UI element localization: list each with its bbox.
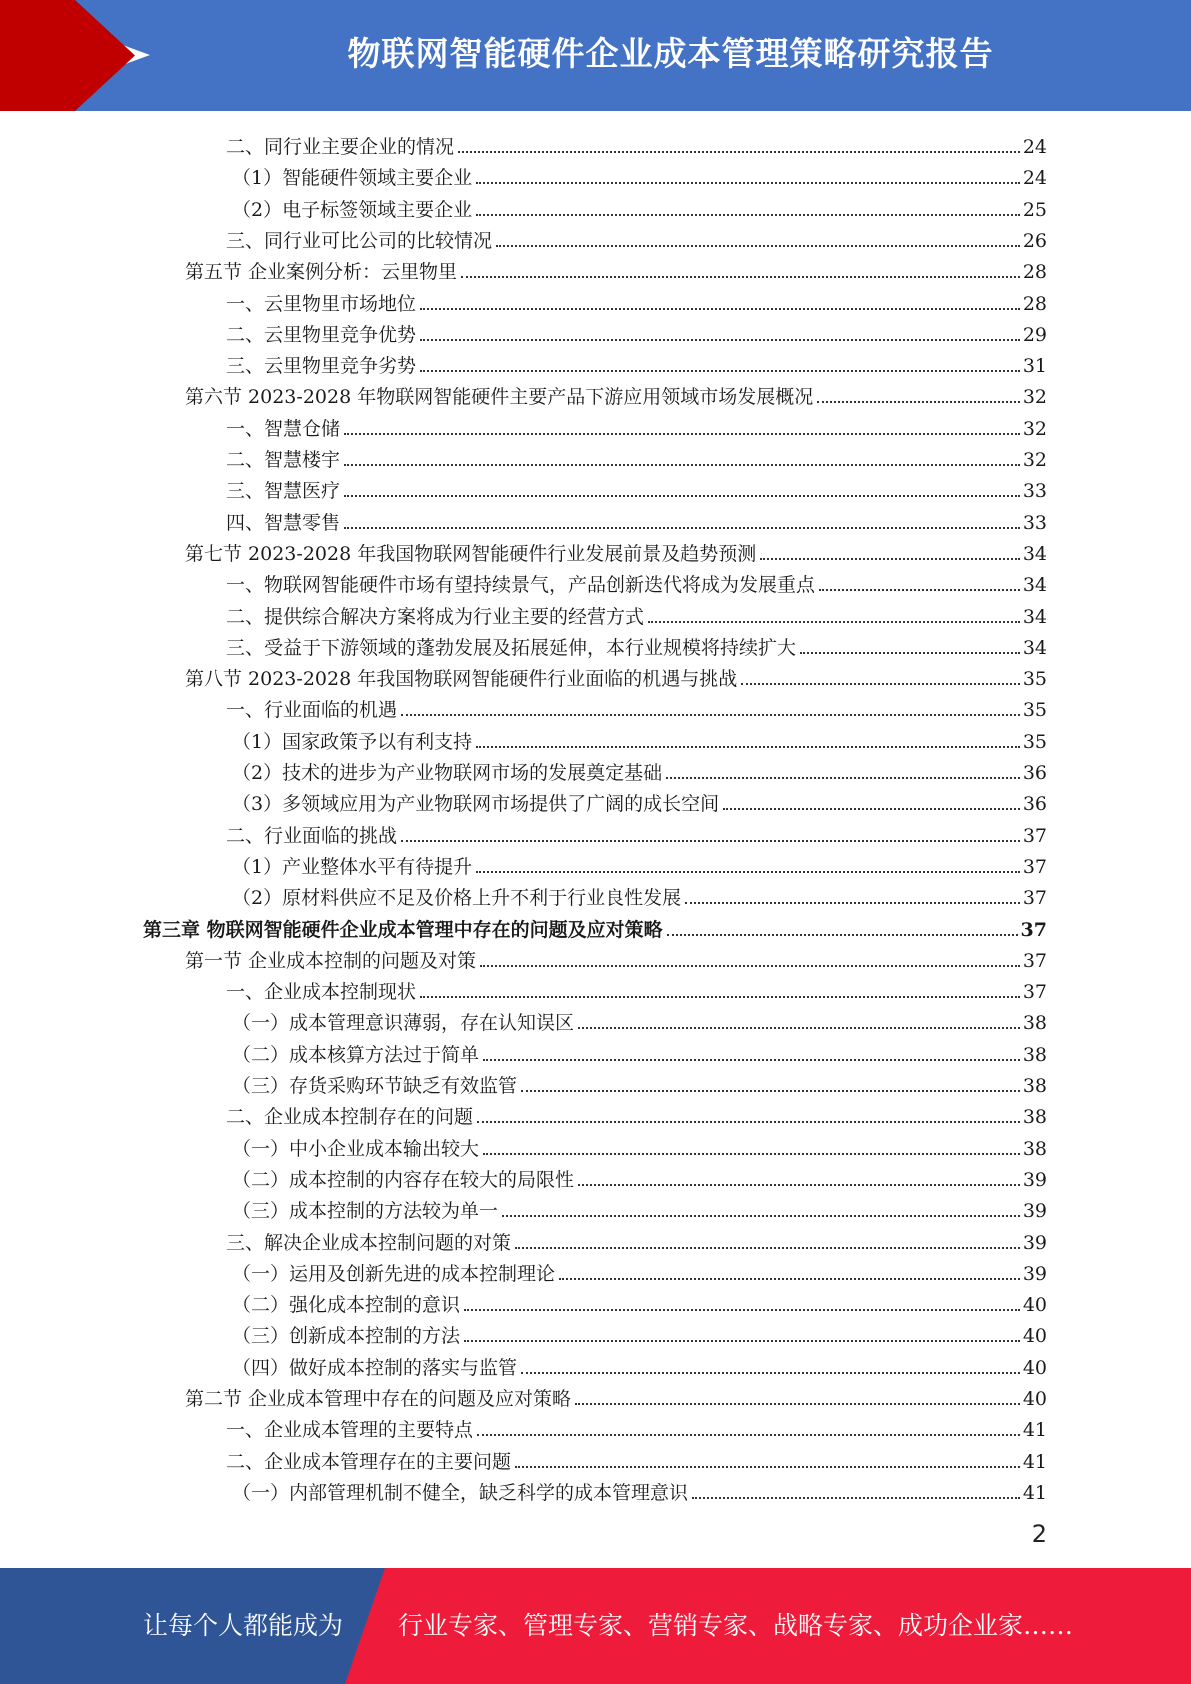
toc-entry-label: 三、云里物里竞争劣势	[226, 355, 417, 378]
toc-dot-leader	[483, 1153, 1020, 1155]
toc-entry-page: 24	[1022, 136, 1047, 158]
toc-entry[interactable]	[232, 1473, 1047, 1504]
toc-dot-leader	[420, 339, 1020, 341]
toc-dot-leader	[480, 965, 1020, 967]
toc-entry-label: 三、解决企业成本控制问题的对策	[226, 1231, 512, 1254]
toc-entry[interactable]	[226, 127, 1047, 158]
toc-entry[interactable]	[185, 252, 1047, 283]
toc-entry[interactable]	[232, 1003, 1047, 1034]
toc-entry-label: 第三章 物联网智能硬件企业成本管理中存在的问题及应对策略	[143, 918, 663, 941]
toc-entry-label: （一）成本管理意识薄弱，存在认知误区	[232, 1012, 575, 1035]
toc-entry-page: 39	[1022, 1200, 1047, 1223]
toc-entry-label: 一、行业面临的机遇	[226, 699, 398, 722]
toc-entry-page: 36	[1022, 762, 1047, 784]
toc-entry-label: （2）电子标签领域主要企业	[232, 198, 473, 221]
toc-entry-page: 37	[1020, 918, 1047, 941]
toc-entry-label: （3）多领域应用为产业物联网市场提供了广阔的成长空间	[232, 793, 720, 816]
toc-dot-leader	[559, 1278, 1020, 1280]
toc-entry[interactable]	[185, 659, 1047, 690]
toc-entry-label: 二、提供综合解决方案将成为行业主要的经营方式	[226, 605, 645, 628]
toc-entry-page: 40	[1022, 1325, 1047, 1348]
toc-entry[interactable]	[232, 722, 1047, 753]
toc-dot-leader	[344, 495, 1020, 497]
toc-entry-label: （一）中小企业成本输出较大	[232, 1137, 480, 1160]
toc-entry-label: 第八节 2023-2028 年我国物联网智能硬件行业面临的机遇与挑战	[185, 668, 738, 691]
toc-entry-page: 25	[1022, 198, 1047, 221]
toc-entry-label: （二）强化成本控制的意识	[232, 1294, 461, 1317]
toc-dot-leader	[685, 902, 1020, 904]
toc-dot-leader	[401, 840, 1020, 842]
toc-entry-label: 二、同行业主要企业的情况	[226, 136, 455, 158]
toc-dot-leader	[344, 527, 1020, 529]
toc-entry[interactable]	[232, 1348, 1047, 1379]
toc-entry-page: 37	[1022, 855, 1047, 878]
toc-dot-leader	[476, 214, 1020, 216]
toc-entry-page: 29	[1022, 323, 1047, 346]
toc-entry[interactable]	[226, 409, 1047, 440]
toc-entry-page: 39	[1022, 1262, 1047, 1285]
toc-dot-leader	[521, 1090, 1020, 1092]
toc-dot-leader	[502, 1215, 1020, 1217]
toc-dot-leader	[464, 1309, 1020, 1311]
toc-entry-page: 41	[1022, 1481, 1047, 1504]
toc-entry-page: 38	[1022, 1043, 1047, 1066]
toc-entry-label: （2）技术的进步为产业物联网市场的发展奠定基础	[232, 762, 663, 784]
toc-entry-page: 41	[1022, 1450, 1047, 1473]
toc-entry-label: 第二节 企业成本管理中存在的问题及应对策略	[185, 1388, 572, 1410]
toc-entry-page: 35	[1022, 699, 1047, 722]
toc-dot-leader	[575, 1403, 1020, 1405]
toc-entry[interactable]	[226, 597, 1047, 628]
toc-entry[interactable]	[226, 565, 1047, 596]
toc-entry-label: 一、企业成本管理的主要特点	[226, 1419, 474, 1442]
toc-entry-page: 34	[1022, 636, 1047, 659]
toc-dot-leader	[667, 934, 1018, 936]
toc-entry-page: 32	[1022, 386, 1047, 409]
toc-entry-page: 26	[1022, 229, 1047, 252]
toc-dot-leader	[458, 151, 1020, 153]
toc-dot-leader	[723, 808, 1020, 810]
toc-dot-leader	[476, 182, 1020, 184]
toc-entry-page: 39	[1022, 1168, 1047, 1191]
toc-entry-page: 35	[1022, 668, 1047, 691]
toc-dot-leader	[817, 401, 1020, 403]
toc-entry-label: 二、企业成本控制存在的问题	[226, 1106, 474, 1129]
toc-entry-label: （一）运用及创新先进的成本控制理论	[232, 1262, 556, 1285]
footer-slogan-left: 让每个人都能成为	[143, 1611, 344, 1640]
toc-dot-leader	[420, 996, 1020, 998]
toc-entry-page: 28	[1022, 261, 1047, 284]
toc-dot-leader	[515, 1247, 1020, 1249]
toc-entry-page: 40	[1022, 1294, 1047, 1317]
toc-dot-leader	[476, 871, 1020, 873]
toc-dot-leader	[578, 1184, 1020, 1186]
toc-entry[interactable]	[226, 221, 1047, 252]
toc-entry[interactable]	[232, 1285, 1047, 1316]
toc-entry-page: 34	[1022, 574, 1047, 597]
toc-dot-leader	[760, 558, 1020, 560]
toc-entry[interactable]	[185, 941, 1047, 972]
toc-entry-page: 37	[1022, 824, 1047, 847]
toc-entry-page: 32	[1022, 417, 1047, 440]
toc-entry[interactable]	[226, 972, 1047, 1003]
toc-entry[interactable]	[232, 878, 1047, 909]
toc-entry[interactable]	[232, 190, 1047, 221]
toc-entry-label: 第五节 企业案例分析：云里物里	[185, 261, 458, 284]
toc-entry-label: 第六节 2023-2028 年物联网智能硬件主要产品下游应用领域市场发展概况	[185, 386, 814, 409]
toc-entry[interactable]	[232, 1191, 1047, 1222]
toc-entry-page: 40	[1022, 1388, 1047, 1410]
toc-dot-leader	[666, 777, 1020, 779]
toc-entry-page: 31	[1022, 355, 1047, 378]
toc-dot-leader	[483, 1059, 1020, 1061]
toc-entry-page: 35	[1022, 730, 1047, 753]
toc-entry-label: （1）国家政策予以有利支持	[232, 730, 473, 753]
toc-dot-leader	[741, 683, 1020, 685]
toc-dot-leader	[464, 1340, 1020, 1342]
toc-entry[interactable]	[232, 1066, 1047, 1097]
toc-entry-label: （1）智能硬件领域主要企业	[232, 167, 473, 190]
toc-entry-label: 一、企业成本控制现状	[226, 981, 417, 1004]
toc-entry-page: 37	[1022, 949, 1047, 972]
toc-entry-page: 38	[1022, 1012, 1047, 1035]
toc-dot-leader	[819, 589, 1020, 591]
toc-dot-leader	[648, 621, 1020, 623]
toc-entry[interactable]	[226, 503, 1047, 534]
toc-entry-page: 39	[1022, 1231, 1047, 1254]
toc-entry-label: 三、受益于下游领域的蓬勃发展及拓展延伸，本行业规模将持续扩大	[226, 636, 797, 659]
toc-entry-label: （三）存货采购环节缺乏有效监管	[232, 1075, 518, 1097]
toc-entry[interactable]	[232, 1316, 1047, 1347]
toc-entry[interactable]	[226, 471, 1047, 502]
toc-entry-page: 37	[1022, 887, 1047, 910]
toc-dot-leader	[521, 1372, 1020, 1374]
toc-entry-label: （2）原材料供应不足及价格上升不利于行业良性发展	[232, 887, 682, 910]
toc-dot-leader	[420, 370, 1020, 372]
toc-entry[interactable]	[232, 753, 1047, 784]
toc-entry-label: 第七节 2023-2028 年我国物联网智能硬件行业发展前景及趋势预测	[185, 542, 757, 565]
toc-entry-label: （1）产业整体水平有待提升	[232, 855, 473, 878]
toc-entry-page: 32	[1022, 449, 1047, 471]
toc-dot-leader	[515, 1466, 1020, 1468]
toc-entry[interactable]	[226, 1097, 1047, 1128]
toc-entry-label: 一、云里物里市场地位	[226, 292, 417, 315]
toc-entry-label: （二）成本控制的内容存在较大的局限性	[232, 1168, 575, 1191]
toc-entry-page: 37	[1022, 981, 1047, 1004]
toc-entry[interactable]	[226, 1223, 1047, 1254]
toc-entry[interactable]	[185, 377, 1047, 408]
toc-entry-label: （四）做好成本控制的落实与监管	[232, 1356, 518, 1379]
page-number: 2	[1031, 1520, 1047, 1548]
toc-entry-page: 33	[1022, 480, 1047, 503]
toc-entry-page: 36	[1022, 793, 1047, 816]
toc-dot-leader	[401, 714, 1020, 716]
report-title: 物联网智能硬件企业成本管理策略研究报告	[347, 34, 994, 73]
toc-entry[interactable]	[226, 440, 1047, 471]
toc-dot-leader	[800, 652, 1020, 654]
toc-entry-label: 一、智慧仓储	[226, 417, 341, 440]
toc-dot-leader	[420, 308, 1020, 310]
toc-entry[interactable]	[232, 1254, 1047, 1285]
page-footer	[0, 1568, 1191, 1684]
toc-entry-label: （三）创新成本控制的方法	[232, 1325, 461, 1348]
toc-entry[interactable]	[232, 158, 1047, 189]
toc-entry-page: 34	[1022, 605, 1047, 628]
toc-entry-page: 38	[1022, 1137, 1047, 1160]
toc-entry-label: 一、物联网智能硬件市场有望持续景气，产品创新迭代将成为发展重点	[226, 574, 816, 597]
toc-entry[interactable]	[226, 1442, 1047, 1473]
toc-entry[interactable]	[232, 847, 1047, 878]
footer-slogan-right: 行业专家、管理专家、营销专家、战略专家、成功企业家……	[398, 1611, 1074, 1640]
toc-entry[interactable]	[143, 910, 1047, 941]
toc-dot-leader	[344, 433, 1020, 435]
toc-entry[interactable]	[226, 315, 1047, 346]
toc-dot-leader	[344, 464, 1020, 466]
toc-entry-label: 第一节 企业成本控制的问题及对策	[185, 949, 477, 972]
toc-entry-label: 四、智慧零售	[226, 511, 341, 534]
page-header	[0, 0, 1191, 111]
toc-entry-label: （三）成本控制的方法较为单一	[232, 1200, 499, 1223]
toc-dot-leader	[461, 276, 1020, 278]
toc-entry[interactable]	[232, 1160, 1047, 1191]
toc-entry[interactable]	[226, 690, 1047, 721]
toc-entry[interactable]	[226, 628, 1047, 659]
toc-entry-page: 40	[1022, 1356, 1047, 1379]
toc-entry[interactable]	[185, 534, 1047, 565]
toc-entry-page: 41	[1022, 1419, 1047, 1442]
toc-entry-page: 38	[1022, 1075, 1047, 1097]
toc-entry-label: 二、智慧楼宇	[226, 449, 341, 471]
toc-entry[interactable]	[185, 1379, 1047, 1410]
toc-dot-leader	[496, 245, 1020, 247]
toc-entry[interactable]	[226, 346, 1047, 377]
toc-entry-label: 二、行业面临的挑战	[226, 824, 398, 847]
toc-entry-label: 三、同行业可比公司的比较情况	[226, 229, 493, 252]
toc-dot-leader	[578, 1027, 1020, 1029]
toc-entry[interactable]	[232, 1129, 1047, 1160]
toc-entry[interactable]	[226, 284, 1047, 315]
toc-dot-leader	[692, 1497, 1020, 1499]
toc-entry-label: 二、云里物里竞争优势	[226, 323, 417, 346]
toc-entry[interactable]	[232, 784, 1047, 815]
toc-entry-label: 三、智慧医疗	[226, 480, 341, 503]
toc-entry-label: 二、企业成本管理存在的主要问题	[226, 1450, 512, 1473]
toc-entry-label: （二）成本核算方法过于简单	[232, 1043, 480, 1066]
toc-dot-leader	[476, 746, 1020, 748]
toc-dot-leader	[477, 1121, 1020, 1123]
toc-entry-page: 24	[1022, 167, 1047, 190]
toc-entry[interactable]	[226, 816, 1047, 847]
toc-dot-leader	[477, 1434, 1020, 1436]
toc-entry-page: 38	[1022, 1106, 1047, 1129]
toc-entry-page: 34	[1022, 542, 1047, 565]
toc-entry[interactable]	[232, 1035, 1047, 1066]
toc-entry-page: 28	[1022, 292, 1047, 315]
toc-entry-page: 33	[1022, 511, 1047, 534]
toc-entry-label: （一）内部管理机制不健全，缺乏科学的成本管理意识	[232, 1481, 689, 1504]
toc-entry[interactable]	[226, 1410, 1047, 1441]
